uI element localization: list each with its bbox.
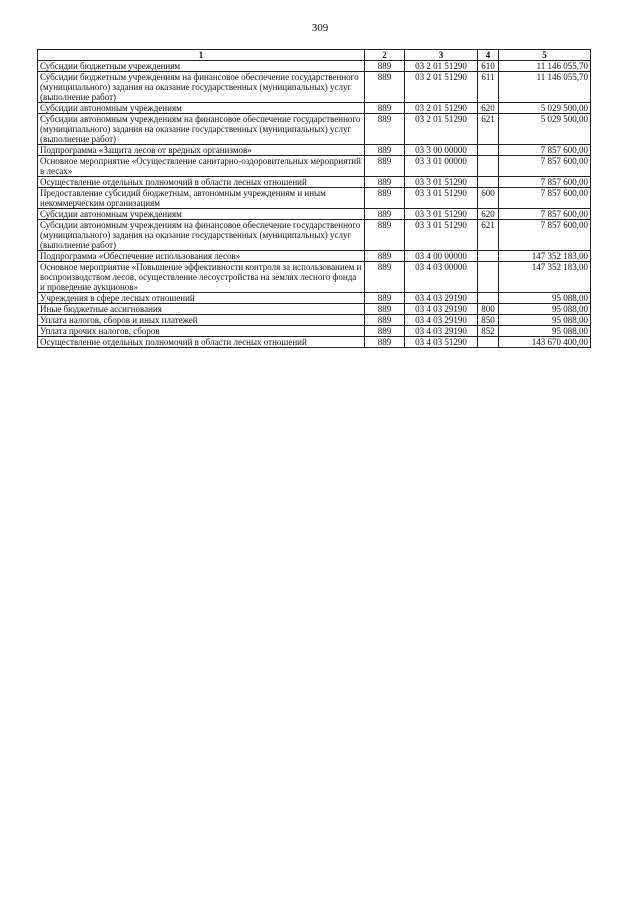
cell-expense-type (478, 251, 499, 262)
cell-expense-type: 800 (478, 304, 499, 315)
table-row (38, 156, 591, 177)
cell-code: 889 (365, 315, 405, 326)
cell-amount: 5 029 500,00 (499, 103, 591, 114)
cell-expense-type (478, 337, 499, 348)
table-row (38, 103, 591, 114)
cell-amount: 7 857 600,00 (499, 145, 591, 156)
cell-target-article: 03 3 00 00000 (405, 145, 478, 156)
cell-amount: 5 029 500,00 (499, 114, 591, 145)
cell-code: 889 (365, 337, 405, 348)
table-row (38, 209, 591, 220)
cell-amount: 147 352 183,00 (499, 262, 591, 293)
cell-name: Субсидии бюджетным учреждениям на финансовое обеспечение государственного (муниципального) задания на оказание государственных (муниципальных) услуг (выполнение работ) (38, 72, 365, 103)
cell-expense-type (478, 145, 499, 156)
cell-code: 889 (365, 188, 405, 209)
cell-target-article: 03 4 03 29190 (405, 293, 478, 304)
cell-code: 889 (365, 177, 405, 188)
cell-code: 889 (365, 326, 405, 337)
budget-table (37, 49, 591, 348)
table-row (38, 220, 591, 251)
cell-code: 889 (365, 251, 405, 262)
cell-target-article: 03 3 01 51290 (405, 188, 478, 209)
table-row (38, 293, 591, 304)
cell-code: 889 (365, 262, 405, 293)
cell-name: Осуществление отдельных полномочий в области лесных отношений (38, 337, 365, 348)
cell-code: 889 (365, 293, 405, 304)
cell-name: Основное мероприятие «Повышение эффективности контроля за использованием и воспроизводством лесов, осуществление лесоустройства на землях лесного фонда и проведение аукционов» (38, 262, 365, 293)
cell-expense-type: 621 (478, 114, 499, 145)
cell-expense-type: 611 (478, 72, 499, 103)
table-row (38, 145, 591, 156)
table-row (38, 177, 591, 188)
cell-target-article: 03 3 01 51290 (405, 220, 478, 251)
cell-expense-type: 620 (478, 209, 499, 220)
cell-target-article: 03 3 01 51290 (405, 209, 478, 220)
cell-target-article: 03 4 03 29190 (405, 326, 478, 337)
cell-code: 889 (365, 220, 405, 251)
header-col-1: 1 (38, 50, 365, 61)
cell-amount: 7 857 600,00 (499, 220, 591, 251)
header-col-3: 3 (405, 50, 478, 61)
cell-expense-type (478, 262, 499, 293)
table-row (38, 114, 591, 145)
cell-target-article: 03 4 03 29190 (405, 304, 478, 315)
cell-expense-type: 610 (478, 61, 499, 72)
cell-code: 889 (365, 209, 405, 220)
cell-expense-type: 600 (478, 188, 499, 209)
cell-code: 889 (365, 72, 405, 103)
cell-name: Осуществление отдельных полномочий в области лесных отношений (38, 177, 365, 188)
table-header-row (38, 50, 591, 61)
cell-name: Иные бюджетные ассигнования (38, 304, 365, 315)
table-row (38, 251, 591, 262)
table-row (38, 262, 591, 293)
cell-amount: 7 857 600,00 (499, 177, 591, 188)
cell-code: 889 (365, 103, 405, 114)
cell-expense-type (478, 293, 499, 304)
cell-code: 889 (365, 114, 405, 145)
table-row (38, 315, 591, 326)
cell-amount: 7 857 600,00 (499, 209, 591, 220)
cell-name: Субсидии автономным учреждениям на финансовое обеспечение государственного (муниципального) задания на оказание государственных (муниципальных) услуг (выполнение работ) (38, 114, 365, 145)
cell-code: 889 (365, 304, 405, 315)
cell-expense-type: 621 (478, 220, 499, 251)
cell-target-article: 03 2 01 51290 (405, 72, 478, 103)
cell-code: 889 (365, 156, 405, 177)
cell-amount: 7 857 600,00 (499, 156, 591, 177)
cell-expense-type (478, 177, 499, 188)
cell-expense-type: 852 (478, 326, 499, 337)
cell-target-article: 03 4 00 00000 (405, 251, 478, 262)
cell-amount: 11 146 055,70 (499, 72, 591, 103)
page-number: 309 (311, 22, 329, 34)
cell-amount: 11 146 055,70 (499, 61, 591, 72)
cell-expense-type (478, 156, 499, 177)
cell-expense-type: 850 (478, 315, 499, 326)
cell-target-article: 03 2 01 51290 (405, 103, 478, 114)
cell-target-article: 03 4 03 29190 (405, 315, 478, 326)
cell-name: Основное мероприятие «Осуществление санитарно-оздоровительных мероприятий в лесах» (38, 156, 365, 177)
cell-name: Уплата налогов, сборов и иных платежей (38, 315, 365, 326)
cell-name: Учреждения в сфере лесных отношений (38, 293, 365, 304)
cell-code: 889 (365, 61, 405, 72)
cell-target-article: 03 4 03 00000 (405, 262, 478, 293)
cell-name: Предоставление субсидий бюджетным, автономным учреждениям и иным некоммерческим организациям (38, 188, 365, 209)
cell-amount: 95 088,00 (499, 326, 591, 337)
cell-target-article: 03 2 01 51290 (405, 61, 478, 72)
cell-amount: 7 857 600,00 (499, 188, 591, 209)
table-row (38, 326, 591, 337)
cell-amount: 147 352 183,00 (499, 251, 591, 262)
table-row (38, 304, 591, 315)
table-row (38, 337, 591, 348)
cell-expense-type: 620 (478, 103, 499, 114)
header-col-2: 2 (365, 50, 405, 61)
cell-target-article: 03 4 03 51290 (405, 337, 478, 348)
cell-amount: 95 088,00 (499, 293, 591, 304)
cell-name: Субсидии автономным учреждениям (38, 209, 365, 220)
table-body (38, 61, 591, 348)
cell-name: Уплата прочих налогов, сборов (38, 326, 365, 337)
cell-target-article: 03 3 01 00000 (405, 156, 478, 177)
table-row (38, 61, 591, 72)
cell-name: Субсидии бюджетным учреждениям (38, 61, 365, 72)
cell-name: Подпрограмма «Обеспечение использования лесов» (38, 251, 365, 262)
header-col-5: 5 (499, 50, 591, 61)
cell-target-article: 03 3 01 51290 (405, 177, 478, 188)
cell-amount: 143 670 400,00 (499, 337, 591, 348)
table-row (38, 72, 591, 103)
cell-amount: 95 088,00 (499, 315, 591, 326)
cell-target-article: 03 2 01 51290 (405, 114, 478, 145)
cell-name: Субсидии автономным учреждениям (38, 103, 365, 114)
cell-code: 889 (365, 145, 405, 156)
table-row (38, 188, 591, 209)
cell-name: Подпрограмма «Защита лесов от вредных организмов» (38, 145, 365, 156)
cell-name: Субсидии автономным учреждениям на финансовое обеспечение государственного (муниципального) задания на оказание государственных (муниципальных) услуг (выполнение работ) (38, 220, 365, 251)
header-col-4: 4 (478, 50, 499, 61)
cell-amount: 95 088,00 (499, 304, 591, 315)
